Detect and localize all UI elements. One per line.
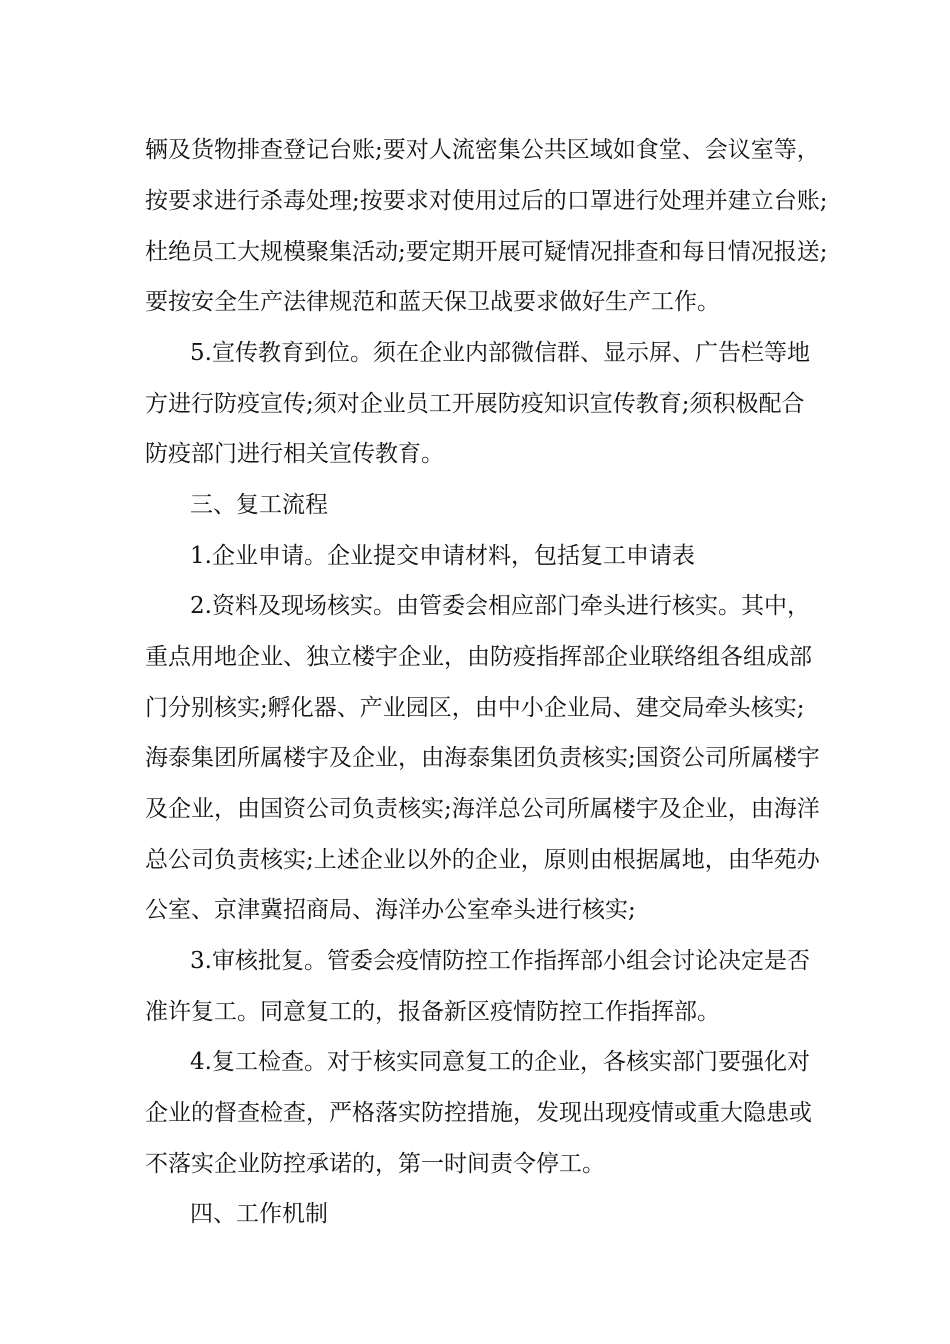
text-line: 杜绝员工大规模聚集活动;要定期开展可疑情况排查和每日情况报送; (145, 239, 828, 265)
text-line: 重点用地企业、独立楼宇企业，由防疫指挥部企业联络组各组成部 (145, 644, 812, 670)
text-line: 要按安全生产法律规范和蓝天保卫战要求做好生产工作。 (145, 289, 720, 315)
text-line: 方进行防疫宣传;须对企业员工开展防疫知识宣传教育;须积极配合 (145, 391, 805, 417)
section-heading: 四、工作机制 (190, 1201, 328, 1227)
paragraph-start-line: 5.宣传教育到位。须在企业内部微信群、显示屏、广告栏等地 (190, 340, 810, 366)
text-line: 门分别核实;孵化器、产业园区，由中小企业局、建交局牵头核实; (145, 695, 805, 721)
text-line: 公室、京津冀招商局、海洋办公室牵头进行核实; (145, 897, 636, 923)
text-line: 企业的督查检查，严格落实防控措施，发现出现疫情或重大隐患或 (145, 1100, 812, 1126)
section-heading: 三、复工流程 (190, 492, 328, 518)
text-line: 辆及货物排查登记台账;要对人流密集公共区域如食堂、会议室等， (145, 137, 820, 163)
text-line: 按要求进行杀毒处理;按要求对使用过后的口罩进行处理并建立台账; (145, 188, 828, 214)
paragraph-start-line: 3.审核批复。管委会疫情防控工作指挥部小组会讨论决定是否 (190, 948, 810, 974)
paragraph-start-line: 1.企业申请。企业提交申请材料，包括复工申请表 (190, 543, 695, 569)
text-line: 不落实企业防控承诺的，第一时间责令停工。 (145, 1151, 605, 1177)
paragraph-start-line: 4.复工检查。对于核实同意复工的企业，各核实部门要强化对 (190, 1049, 810, 1075)
paragraph-start-line: 2.资料及现场核实。由管委会相应部门牵头进行核实。其中， (190, 593, 810, 619)
text-line: 准许复工。同意复工的，报备新区疫情防控工作指挥部。 (145, 999, 720, 1025)
text-line: 海泰集团所属楼宇及企业，由海泰集团负责核实;国资公司所属楼宇 (145, 745, 820, 771)
text-line: 及企业，由国资公司负责核实;海洋总公司所属楼宇及企业，由海洋 (145, 796, 820, 822)
text-line: 总公司负责核实;上述企业以外的企业，原则由根据属地，由华苑办 (145, 847, 820, 873)
text-line: 防疫部门进行相关宣传教育。 (145, 441, 444, 467)
